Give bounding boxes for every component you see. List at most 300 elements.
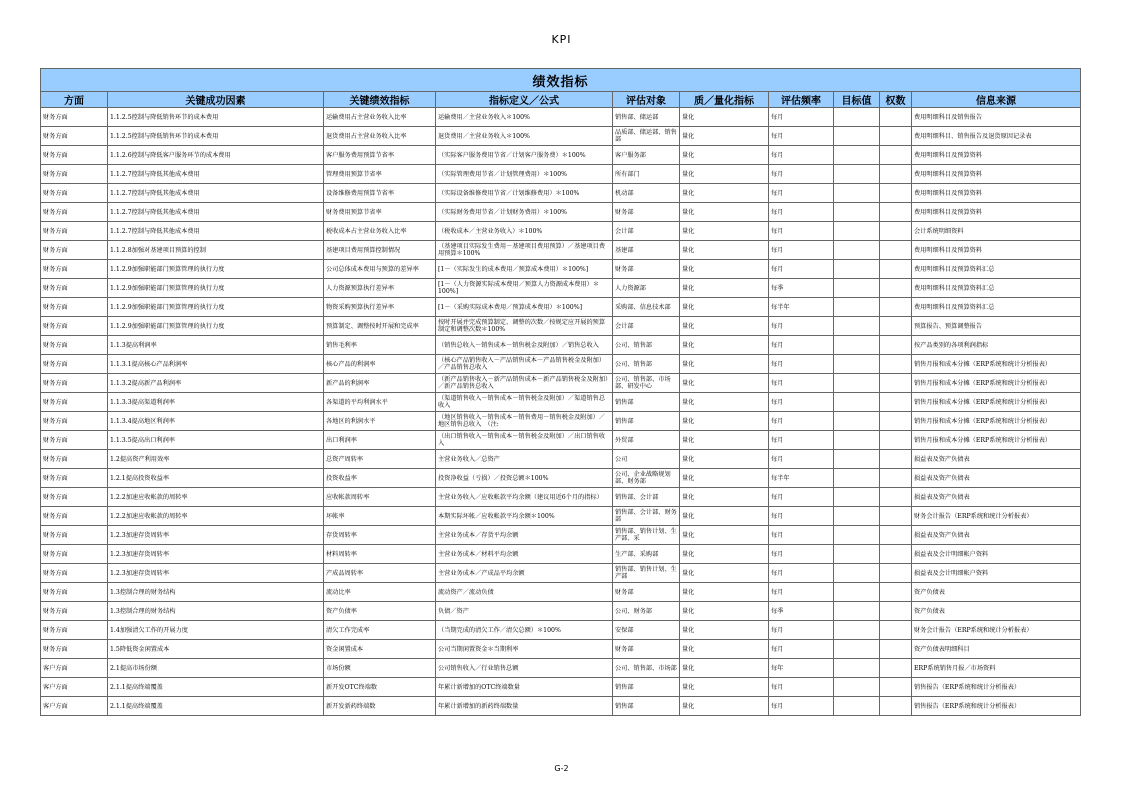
table-row bbox=[41, 279, 1081, 298]
cell-evaluated-unit: 公司 bbox=[613, 450, 680, 469]
cell-kpi-name: 基建项目费用预算控制情况 bbox=[324, 241, 436, 260]
table-row bbox=[41, 450, 1081, 469]
cell-definition: （基建项目实际发生费用－基建项目费用预算）／基建项目费用预算＊100% bbox=[436, 241, 613, 260]
cell-success-factor: 1.3控制合理的财务结构 bbox=[108, 602, 324, 621]
cell-weight bbox=[880, 412, 912, 431]
cell-kpi-name: 总资产周转率 bbox=[324, 450, 436, 469]
cell-evaluated-unit: 销售部 bbox=[613, 393, 680, 412]
cell-evaluated-unit: 机动部 bbox=[613, 184, 680, 203]
cell-frequency: 每季 bbox=[769, 602, 834, 621]
cell-kpi-name: 设备维修费用预算节省率 bbox=[324, 184, 436, 203]
cell-success-factor: 1.1.3.5提高出口利润率 bbox=[108, 431, 324, 450]
cell-info-source: 费用明细科目及预算资料汇总 bbox=[912, 279, 1081, 298]
cell-info-source: 会计系统明细资料 bbox=[912, 222, 1081, 241]
cell-info-source: 按产品类别的各项利润指标 bbox=[912, 336, 1081, 355]
cell-metric-type: 量化 bbox=[680, 146, 769, 165]
column-header-kpi-name: 关键绩效指标 bbox=[324, 92, 436, 108]
table-row bbox=[41, 355, 1081, 374]
cell-dimension: 客户方面 bbox=[41, 697, 108, 716]
cell-info-source: 费用明细科目及预算资料 bbox=[912, 241, 1081, 260]
table-row bbox=[41, 583, 1081, 602]
cell-info-source: 损益表及资产负债表 bbox=[912, 526, 1081, 545]
column-header-frequency: 评估频率 bbox=[769, 92, 834, 108]
cell-definition: 主营业务成本／存货平均余额 bbox=[436, 526, 613, 545]
cell-success-factor: 1.4加强清欠工作的开展力度 bbox=[108, 621, 324, 640]
table-row bbox=[41, 488, 1081, 507]
cell-dimension: 财务方面 bbox=[41, 203, 108, 222]
cell-weight bbox=[880, 241, 912, 260]
cell-dimension: 财务方面 bbox=[41, 222, 108, 241]
table-row bbox=[41, 336, 1081, 355]
cell-info-source: 销售报告（ERP系统和统计分析报表） bbox=[912, 678, 1081, 697]
cell-success-factor: 1.1.2.9加强职能部门预算管理的执行力度 bbox=[108, 298, 324, 317]
cell-evaluated-unit: 基建部 bbox=[613, 241, 680, 260]
table-row bbox=[41, 241, 1081, 260]
cell-info-source: 预算报告、预算调整报告 bbox=[912, 317, 1081, 336]
cell-kpi-name: 投资收益率 bbox=[324, 469, 436, 488]
cell-dimension: 财务方面 bbox=[41, 564, 108, 583]
cell-info-source: 销售月报和成本分摊（ERP系统和统计分析报表） bbox=[912, 393, 1081, 412]
cell-dimension: 财务方面 bbox=[41, 355, 108, 374]
table-row bbox=[41, 127, 1081, 146]
cell-success-factor: 1.1.2.5控制与降低销售环节的成本费用 bbox=[108, 127, 324, 146]
cell-weight bbox=[880, 146, 912, 165]
table-row bbox=[41, 108, 1081, 127]
table-row bbox=[41, 545, 1081, 564]
cell-target-value bbox=[834, 678, 880, 697]
cell-evaluated-unit: 公司、销售部、市场部、研发中心 bbox=[613, 374, 680, 393]
cell-target-value bbox=[834, 241, 880, 260]
cell-dimension: 财务方面 bbox=[41, 583, 108, 602]
cell-definition: [1－（采购实际成本费用／预算成本费用）＊100%] bbox=[436, 298, 613, 317]
cell-target-value bbox=[834, 545, 880, 564]
table-row bbox=[41, 184, 1081, 203]
cell-info-source: 销售报告（ERP系统和统计分析报表） bbox=[912, 697, 1081, 716]
cell-success-factor: 1.1.2.6控制与降低客户服务环节的成本费用 bbox=[108, 146, 324, 165]
cell-metric-type: 量化 bbox=[680, 678, 769, 697]
cell-info-source: 费用明细科目、销售报告及退货原因记录表 bbox=[912, 127, 1081, 146]
cell-definition: （出口销售收入－销售成本－销售税金及附加）／出口销售收入 bbox=[436, 431, 613, 450]
table-row bbox=[41, 222, 1081, 241]
cell-info-source: 财务会计报告（ERP系统和统计分析报表） bbox=[912, 621, 1081, 640]
cell-metric-type: 量化 bbox=[680, 564, 769, 583]
cell-target-value bbox=[834, 450, 880, 469]
cell-frequency: 每月 bbox=[769, 564, 834, 583]
cell-kpi-name: 公司总体成本费用与预算的差异率 bbox=[324, 260, 436, 279]
cell-metric-type: 量化 bbox=[680, 203, 769, 222]
cell-metric-type: 量化 bbox=[680, 127, 769, 146]
cell-evaluated-unit: 外贸部 bbox=[613, 431, 680, 450]
cell-evaluated-unit: 公司、企业战略规划部、财务部 bbox=[613, 469, 680, 488]
cell-metric-type: 量化 bbox=[680, 374, 769, 393]
cell-frequency: 每月 bbox=[769, 431, 834, 450]
cell-info-source: 资产负债表 bbox=[912, 602, 1081, 621]
cell-weight bbox=[880, 279, 912, 298]
cell-dimension: 客户方面 bbox=[41, 678, 108, 697]
cell-success-factor: 1.2.3加速存货周转率 bbox=[108, 526, 324, 545]
cell-frequency: 每月 bbox=[769, 317, 834, 336]
column-header-weight: 权数 bbox=[880, 92, 912, 108]
cell-metric-type: 量化 bbox=[680, 640, 769, 659]
cell-weight bbox=[880, 507, 912, 526]
cell-target-value bbox=[834, 602, 880, 621]
cell-definition: [1－（人力资源实际成本费用／预算人力资源成本费用）＊100%] bbox=[436, 279, 613, 298]
cell-frequency: 每月 bbox=[769, 526, 834, 545]
cell-metric-type: 量化 bbox=[680, 222, 769, 241]
cell-definition: （税收成本／主营业务收入）＊100% bbox=[436, 222, 613, 241]
cell-info-source: 费用明细科目及预算资料 bbox=[912, 146, 1081, 165]
cell-evaluated-unit: 公司、销售部 bbox=[613, 355, 680, 374]
cell-info-source: 费用明细科目及预算资料 bbox=[912, 184, 1081, 203]
cell-info-source: 费用明细科目及预算资料 bbox=[912, 165, 1081, 184]
cell-metric-type: 量化 bbox=[680, 260, 769, 279]
cell-definition: 投资净收益（亏损）／投资总额＊100% bbox=[436, 469, 613, 488]
cell-kpi-name: 退货费用占主营业务收入比率 bbox=[324, 127, 436, 146]
cell-kpi-name: 材料周转率 bbox=[324, 545, 436, 564]
cell-evaluated-unit: 公司、财务部 bbox=[613, 602, 680, 621]
table-body bbox=[41, 108, 1081, 716]
cell-kpi-name: 市场份额 bbox=[324, 659, 436, 678]
cell-weight bbox=[880, 621, 912, 640]
table-banner: 绩效指标 bbox=[41, 69, 1081, 92]
table-row bbox=[41, 564, 1081, 583]
cell-definition: （实际财务费用节省／计划财务费用）＊100% bbox=[436, 203, 613, 222]
cell-target-value bbox=[834, 583, 880, 602]
cell-info-source: 损益表及资产负债表 bbox=[912, 488, 1081, 507]
cell-weight bbox=[880, 659, 912, 678]
cell-kpi-name: 客户服务费用预算节省率 bbox=[324, 146, 436, 165]
cell-evaluated-unit: 销售部 bbox=[613, 697, 680, 716]
cell-frequency: 每半年 bbox=[769, 298, 834, 317]
cell-metric-type: 量化 bbox=[680, 507, 769, 526]
cell-target-value bbox=[834, 146, 880, 165]
cell-dimension: 财务方面 bbox=[41, 412, 108, 431]
cell-weight bbox=[880, 488, 912, 507]
cell-success-factor: 1.1.3.3提高渠道利润率 bbox=[108, 393, 324, 412]
cell-success-factor: 1.1.3提高利润率 bbox=[108, 336, 324, 355]
cell-dimension: 财务方面 bbox=[41, 260, 108, 279]
cell-metric-type: 量化 bbox=[680, 526, 769, 545]
cell-target-value bbox=[834, 222, 880, 241]
cell-info-source: 损益表及资产负债表 bbox=[912, 450, 1081, 469]
cell-metric-type: 量化 bbox=[680, 469, 769, 488]
cell-metric-type: 量化 bbox=[680, 355, 769, 374]
cell-target-value bbox=[834, 393, 880, 412]
table-row bbox=[41, 317, 1081, 336]
cell-target-value bbox=[834, 640, 880, 659]
cell-weight bbox=[880, 108, 912, 127]
cell-weight bbox=[880, 393, 912, 412]
cell-metric-type: 量化 bbox=[680, 602, 769, 621]
cell-metric-type: 量化 bbox=[680, 241, 769, 260]
cell-info-source: 资产负债表 bbox=[912, 583, 1081, 602]
cell-metric-type: 量化 bbox=[680, 488, 769, 507]
cell-weight bbox=[880, 260, 912, 279]
cell-frequency: 每月 bbox=[769, 260, 834, 279]
cell-target-value bbox=[834, 298, 880, 317]
cell-frequency: 每月 bbox=[769, 640, 834, 659]
cell-frequency: 每月 bbox=[769, 393, 834, 412]
cell-metric-type: 量化 bbox=[680, 659, 769, 678]
cell-frequency: 每月 bbox=[769, 222, 834, 241]
cell-dimension: 客户方面 bbox=[41, 659, 108, 678]
cell-frequency: 每月 bbox=[769, 184, 834, 203]
cell-kpi-name: 新产品的利润率 bbox=[324, 374, 436, 393]
cell-frequency: 每月 bbox=[769, 165, 834, 184]
table-row bbox=[41, 469, 1081, 488]
cell-evaluated-unit: 销售部、销售计划、生产部 bbox=[613, 564, 680, 583]
cell-dimension: 财务方面 bbox=[41, 393, 108, 412]
cell-dimension: 财务方面 bbox=[41, 108, 108, 127]
cell-info-source: 费用明细科目及销售报告 bbox=[912, 108, 1081, 127]
cell-definition: （销售总收入－销售成本－销售税金及附加）／销售总收入 bbox=[436, 336, 613, 355]
cell-success-factor: 1.1.2.7控制与降低其他成本费用 bbox=[108, 222, 324, 241]
cell-definition: [1－（实际发生的成本费用／预算成本费用）＊100%] bbox=[436, 260, 613, 279]
cell-kpi-name: 流动比率 bbox=[324, 583, 436, 602]
cell-frequency: 每月 bbox=[769, 374, 834, 393]
cell-frequency: 每月 bbox=[769, 203, 834, 222]
cell-success-factor: 1.2.3加速存货周转率 bbox=[108, 564, 324, 583]
cell-definition: （核心产品销售收入－产品销售成本－产品销售税金及附加）／产品销售总收入 bbox=[436, 355, 613, 374]
table-row bbox=[41, 526, 1081, 545]
cell-evaluated-unit: 所有部门 bbox=[613, 165, 680, 184]
cell-dimension: 财务方面 bbox=[41, 526, 108, 545]
cell-dimension: 财务方面 bbox=[41, 184, 108, 203]
cell-dimension: 财务方面 bbox=[41, 488, 108, 507]
cell-kpi-name: 运输费用占主营业务收入比率 bbox=[324, 108, 436, 127]
table-row bbox=[41, 393, 1081, 412]
cell-success-factor: 1.1.2.7控制与降低其他成本费用 bbox=[108, 165, 324, 184]
cell-kpi-name: 各地区的利润水平 bbox=[324, 412, 436, 431]
cell-definition: （当期完成的清欠工作／清欠总额）＊100% bbox=[436, 621, 613, 640]
cell-target-value bbox=[834, 203, 880, 222]
cell-kpi-name: 预算制定、调整按时开展和完成率 bbox=[324, 317, 436, 336]
cell-definition: （地区销售收入－销售成本－销售费用－销售税金及附加）／地区销售总收入 （注: bbox=[436, 412, 613, 431]
cell-frequency: 每月 bbox=[769, 146, 834, 165]
cell-frequency: 每季 bbox=[769, 279, 834, 298]
cell-weight bbox=[880, 526, 912, 545]
column-header-metric-type: 质／量化指标 bbox=[680, 92, 769, 108]
cell-frequency: 每月 bbox=[769, 355, 834, 374]
cell-weight bbox=[880, 184, 912, 203]
cell-info-source: 损益表及会计明细帐户资料 bbox=[912, 564, 1081, 583]
cell-evaluated-unit: 财务部 bbox=[613, 260, 680, 279]
cell-metric-type: 量化 bbox=[680, 621, 769, 640]
cell-target-value bbox=[834, 526, 880, 545]
cell-definition: 负债／资产 bbox=[436, 602, 613, 621]
cell-dimension: 财务方面 bbox=[41, 450, 108, 469]
cell-weight bbox=[880, 450, 912, 469]
cell-definition: （新产品销售收入－新产品销售成本－新产品销售税金及附加）／新产品销售总收入 bbox=[436, 374, 613, 393]
cell-kpi-name: 清欠工作完成率 bbox=[324, 621, 436, 640]
cell-target-value bbox=[834, 659, 880, 678]
cell-definition: 主营业务收入／总资产 bbox=[436, 450, 613, 469]
cell-frequency: 每月 bbox=[769, 583, 834, 602]
cell-success-factor: 1.1.2.7控制与降低其他成本费用 bbox=[108, 184, 324, 203]
cell-info-source: 损益表及资产负债表 bbox=[912, 469, 1081, 488]
cell-success-factor: 1.5降低资金闲置成本 bbox=[108, 640, 324, 659]
table-row bbox=[41, 602, 1081, 621]
cell-evaluated-unit: 采购部、信息技术部 bbox=[613, 298, 680, 317]
cell-metric-type: 量化 bbox=[680, 393, 769, 412]
cell-dimension: 财务方面 bbox=[41, 431, 108, 450]
cell-success-factor: 1.1.3.2提高新产品利润率 bbox=[108, 374, 324, 393]
column-header-dimension: 方面 bbox=[41, 92, 108, 108]
cell-kpi-name: 新开发新药终端数 bbox=[324, 697, 436, 716]
cell-metric-type: 量化 bbox=[680, 336, 769, 355]
cell-dimension: 财务方面 bbox=[41, 165, 108, 184]
cell-dimension: 财务方面 bbox=[41, 545, 108, 564]
cell-target-value bbox=[834, 697, 880, 716]
table-row bbox=[41, 146, 1081, 165]
cell-target-value bbox=[834, 412, 880, 431]
cell-info-source: ERP系统销售月报／市场资料 bbox=[912, 659, 1081, 678]
table-row bbox=[41, 640, 1081, 659]
cell-definition: 年累计新增加的新药终端数量 bbox=[436, 697, 613, 716]
cell-target-value bbox=[834, 336, 880, 355]
cell-weight bbox=[880, 431, 912, 450]
kpi-table bbox=[40, 68, 1081, 716]
cell-info-source: 销售月报和成本分摊（ERP系统和统计分析报表） bbox=[912, 355, 1081, 374]
cell-dimension: 财务方面 bbox=[41, 336, 108, 355]
cell-info-source: 销售月报和成本分摊（ERP系统和统计分析报表） bbox=[912, 374, 1081, 393]
cell-weight bbox=[880, 469, 912, 488]
cell-frequency: 每月 bbox=[769, 488, 834, 507]
cell-kpi-name: 新开发OTC终端数 bbox=[324, 678, 436, 697]
cell-frequency: 每月 bbox=[769, 127, 834, 146]
cell-evaluated-unit: 生产部、采购部 bbox=[613, 545, 680, 564]
cell-definition: 主营业务成本／材料平均余额 bbox=[436, 545, 613, 564]
table-row bbox=[41, 507, 1081, 526]
cell-success-factor: 1.1.3.4提高地区利润率 bbox=[108, 412, 324, 431]
cell-frequency: 每月 bbox=[769, 450, 834, 469]
cell-definition: 流动资产／流动负债 bbox=[436, 583, 613, 602]
cell-evaluated-unit: 销售部、销售计划、生产部、采 bbox=[613, 526, 680, 545]
cell-evaluated-unit: 安保部 bbox=[613, 621, 680, 640]
cell-evaluated-unit: 客户服务部 bbox=[613, 146, 680, 165]
column-header-definition: 指标定义／公式 bbox=[436, 92, 613, 108]
table-row bbox=[41, 260, 1081, 279]
cell-weight bbox=[880, 165, 912, 184]
cell-target-value bbox=[834, 279, 880, 298]
cell-frequency: 每月 bbox=[769, 697, 834, 716]
cell-dimension: 财务方面 bbox=[41, 640, 108, 659]
column-header-row bbox=[41, 92, 1081, 108]
table-row bbox=[41, 298, 1081, 317]
table-row bbox=[41, 659, 1081, 678]
cell-info-source: 资产负债表明细科目 bbox=[912, 640, 1081, 659]
cell-evaluated-unit: 销售部、会计部 bbox=[613, 488, 680, 507]
cell-weight bbox=[880, 355, 912, 374]
cell-info-source: 费用明细科目及预算资料汇总 bbox=[912, 260, 1081, 279]
cell-metric-type: 量化 bbox=[680, 545, 769, 564]
cell-success-factor: 1.2.2加速应收帐款的周转率 bbox=[108, 488, 324, 507]
cell-definition: （实际客户服务费用节省／计划客户服务费）＊100% bbox=[436, 146, 613, 165]
cell-weight bbox=[880, 678, 912, 697]
cell-kpi-name: 资金闲置成本 bbox=[324, 640, 436, 659]
cell-metric-type: 量化 bbox=[680, 184, 769, 203]
cell-target-value bbox=[834, 127, 880, 146]
cell-success-factor: 1.1.2.9加强职能部门预算管理的执行力度 bbox=[108, 317, 324, 336]
cell-success-factor: 1.2.3加速存货周转率 bbox=[108, 545, 324, 564]
cell-definition: （实际设备维修费用节省／计划维修费用）＊100% bbox=[436, 184, 613, 203]
cell-target-value bbox=[834, 488, 880, 507]
cell-target-value bbox=[834, 260, 880, 279]
cell-kpi-name: 坏帐率 bbox=[324, 507, 436, 526]
cell-definition: （实际管理费用节省／计划管理费用）＊100% bbox=[436, 165, 613, 184]
cell-frequency: 每月 bbox=[769, 621, 834, 640]
cell-success-factor: 1.2.2加速应收帐款的周转率 bbox=[108, 507, 324, 526]
cell-evaluated-unit: 销售部 bbox=[613, 412, 680, 431]
cell-info-source: 销售月报和成本分摊（ERP系统和统计分析报表） bbox=[912, 431, 1081, 450]
cell-dimension: 财务方面 bbox=[41, 241, 108, 260]
cell-target-value bbox=[834, 621, 880, 640]
cell-success-factor: 1.1.2.7控制与降低其他成本费用 bbox=[108, 203, 324, 222]
cell-definition: 本期实际坏帐／应收帐款平均余额＊100% bbox=[436, 507, 613, 526]
cell-weight bbox=[880, 203, 912, 222]
cell-success-factor: 1.1.2.9加强职能部门预算管理的执行力度 bbox=[108, 260, 324, 279]
table-row bbox=[41, 678, 1081, 697]
cell-evaluated-unit: 财务部 bbox=[613, 640, 680, 659]
cell-definition: 主营业务成本／产成品平均余额 bbox=[436, 564, 613, 583]
cell-target-value bbox=[834, 507, 880, 526]
cell-weight bbox=[880, 640, 912, 659]
cell-kpi-name: 税收成本占主营业务收入比率 bbox=[324, 222, 436, 241]
cell-kpi-name: 财务费用预算节省率 bbox=[324, 203, 436, 222]
cell-evaluated-unit: 会计部 bbox=[613, 317, 680, 336]
cell-definition: 公司当期闲置资金＊当期利率 bbox=[436, 640, 613, 659]
cell-evaluated-unit: 财务部 bbox=[613, 583, 680, 602]
cell-dimension: 财务方面 bbox=[41, 507, 108, 526]
cell-evaluated-unit: 人力资源部 bbox=[613, 279, 680, 298]
cell-frequency: 每月 bbox=[769, 241, 834, 260]
cell-target-value bbox=[834, 431, 880, 450]
cell-target-value bbox=[834, 469, 880, 488]
cell-info-source: 费用明细科目及预算资料 bbox=[912, 203, 1081, 222]
cell-dimension: 财务方面 bbox=[41, 146, 108, 165]
cell-metric-type: 量化 bbox=[680, 697, 769, 716]
cell-kpi-name: 应收帐款周转率 bbox=[324, 488, 436, 507]
cell-kpi-name: 出口利润率 bbox=[324, 431, 436, 450]
cell-kpi-name: 各渠道的平均利润水平 bbox=[324, 393, 436, 412]
cell-kpi-name: 管理费用预算节省率 bbox=[324, 165, 436, 184]
cell-dimension: 财务方面 bbox=[41, 127, 108, 146]
cell-frequency: 每月 bbox=[769, 507, 834, 526]
cell-target-value bbox=[834, 317, 880, 336]
cell-success-factor: 2.1提高市场份额 bbox=[108, 659, 324, 678]
cell-weight bbox=[880, 545, 912, 564]
table-row bbox=[41, 412, 1081, 431]
cell-kpi-name: 资产负债率 bbox=[324, 602, 436, 621]
cell-definition: 退货费用／主营业务收入＊100% bbox=[436, 127, 613, 146]
cell-weight bbox=[880, 336, 912, 355]
cell-target-value bbox=[834, 564, 880, 583]
table-row bbox=[41, 374, 1081, 393]
cell-success-factor: 2.1.1提高终端覆盖 bbox=[108, 678, 324, 697]
cell-evaluated-unit: 公司、销售部、市场部 bbox=[613, 659, 680, 678]
cell-target-value bbox=[834, 355, 880, 374]
cell-weight bbox=[880, 602, 912, 621]
cell-kpi-name: 人力资源预算执行差异率 bbox=[324, 279, 436, 298]
cell-evaluated-unit: 品质部、储运部、销售部 bbox=[613, 127, 680, 146]
cell-evaluated-unit: 公司、销售部 bbox=[613, 336, 680, 355]
cell-info-source: 销售月报和成本分摊（ERP系统和统计分析报表） bbox=[912, 412, 1081, 431]
cell-kpi-name: 存货周转率 bbox=[324, 526, 436, 545]
cell-dimension: 财务方面 bbox=[41, 298, 108, 317]
cell-kpi-name: 产成品周转率 bbox=[324, 564, 436, 583]
cell-info-source: 损益表及会计明细帐户资料 bbox=[912, 545, 1081, 564]
cell-kpi-name: 销售毛利率 bbox=[324, 336, 436, 355]
